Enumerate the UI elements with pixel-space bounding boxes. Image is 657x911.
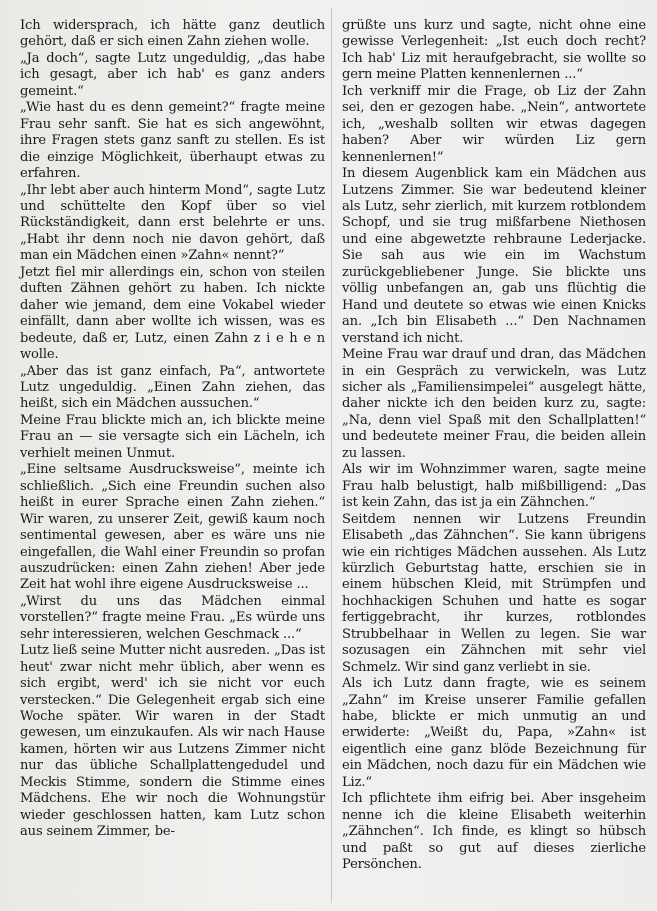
paragraph: Lutz ließ seine Mutter nicht ausreden. „Das ist heut' zwar nicht mehr üblich, aber wenn es sich ergibt, werd' ich sie nicht vor euch verstecken.“ Die Gelegenheit ergab sich eine Woche später. Wir waren in der Stadt gewesen, um einzukaufen. Als wir nach Hause kamen, hörten wir aus Lutzens Zimmer nicht nur das übliche Schallplattengedudel und Meckis Stimme, sondern die Stimme eines Mädchens. Ehe wir noch die Wohnungstür wieder geschlossen hatten, kam Lutz schon aus seinem Zimmer, be- bbox=[20, 643, 325, 840]
paragraph: grüßte uns kurz und sagte, nicht ohne eine gewisse Verlegenheit: „Ist euch doch recht? Ich hab' Liz mit heraufgebracht, sie wollte so gern meine Platten kennenlernen ...“ bbox=[342, 18, 646, 83]
paragraph: „Wirst du uns das Mädchen einmal vorstellen?“ fragte meine Frau. „Es würde uns sehr interessieren, welchen Geschmack ...“ bbox=[20, 593, 325, 642]
paragraph: „Eine seltsame Ausdrucksweise“, meinte ich schließlich. „Sich eine Freundin suchen also heißt in eurer Sprache einen Zahn ziehen.“ Wir waren, zu unserer Zeit, gewiß kaum noch sentimental gewesen, aber es wäre uns nie eingefallen, die Wahl einer Freundin so profan auszudrücken: einen Zahn ziehen! Aber jede Zeit hat wohl ihre eigene Ausdrucksweise ... bbox=[20, 462, 325, 593]
right-column bbox=[342, 18, 646, 874]
paragraph: In diesem Augenblick kam ein Mädchen aus Lutzens Zimmer. Sie war bedeutend kleiner als Lutz, sehr zierlich, mit kurzem rotblondem Schopf, und sie trug mißfarbene Niethosen und eine abgewetzte rehbraune Lederjacke. Sie sah aus wie ein im Wachstum zurückgebliebener Junge. Sie blickte uns völlig unbefangen an, gab uns flüchtig die Hand und deutete so etwas wie einen Knicks an. „Ich bin Elisabeth ...“ Den Nachnamen verstand ich nicht. bbox=[342, 166, 646, 346]
paragraph: „Ja doch“, sagte Lutz ungeduldig, „das habe ich gesagt, aber ich hab' es ganz anders gemeint.“ bbox=[20, 50, 325, 99]
paragraph: Meine Frau blickte mich an, ich blickte meine Frau an — sie versagte sich ein Lächeln, ich verhielt meinen Unmut. bbox=[20, 412, 325, 461]
paragraph: „Ihr lebt aber auch hinterm Mond“, sagte Lutz und schüttelte den Kopf über so viel Rückständigkeit, dann erst belehrte er uns. „Habt ihr denn noch nie davon gehört, daß man ein Mädchen einen »Zahn« nennt?“ bbox=[20, 182, 325, 264]
paragraph: „Wie hast du es denn gemeint?“ fragte meine Frau sehr sanft. Sie hat es sich angewöhnt, ihre Fragen stets ganz sanft zu stellen. Es ist die einzige Möglichkeit, überhaupt etwas zu erfahren. bbox=[20, 100, 325, 182]
column-divider bbox=[331, 8, 332, 903]
paragraph: Als wir im Wohnzimmer waren, sagte meine Frau halb belustigt, halb mißbilligend: „Das ist kein Zahn, das ist ja ein Zähnchen.“ bbox=[342, 462, 646, 511]
paragraph: „Aber das ist ganz einfach, Pa“, antwortete Lutz ungeduldig. „Einen Zahn ziehen, das heißt, sich ein Mädchen aussuchen.“ bbox=[20, 363, 325, 412]
paragraph: Seitdem nennen wir Lutzens Freundin Elisabeth „das Zähnchen“. Sie kann übrigens wie ein richtiges Mädchen aussehen. Als Lutz kürzlich Geburtstag hatte, erschien sie in einem hübschen Kleid, mit Strümpfen und hochhackigen Schuhen und hatte es sogar fertiggebracht, ihr kurzes, rotblondes Strubbelhaar in Wellen zu legen. Sie war sozusagen ein Zähnchen mit sehr viel Schmelz. Wir sind ganz verliebt in sie. bbox=[342, 511, 646, 675]
paragraph: Als ich Lutz dann fragte, wie es seinem „Zahn“ im Kreise unserer Familie gefallen habe, blickte er mich unmutig an und erwiderte: „Weißt du, Papa, »Zahn« ist eigentlich eine ganz blöde Bezeichnung für ein Mädchen, noch dazu für ein Mädchen wie Liz.“ bbox=[342, 676, 646, 790]
paragraph: Ich verkniff mir die Frage, ob Liz der Zahn sei, den er gezogen habe. „Nein“, antwortete ich, „weshalb sollten wir etwas dagegen haben? Aber wir würden Liz gern kennenlernen!“ bbox=[342, 83, 646, 165]
paragraph: Jetzt fiel mir allerdings ein, schon von steilen duften Zähnen gehört zu haben. Ich nickte daher wie jemand, dem eine Vokabel wieder einfällt, dann aber wollte ich wissen, was es bedeute, daß er, Lutz, einen Zahn z i e h e n wolle. bbox=[20, 264, 325, 363]
paragraph: Meine Frau war drauf und dran, das Mädchen in ein Gespräch zu verwickeln, was Lutz sicher als „Familiensimpelei“ ausgelegt hätte, daher nickte ich den beiden kurz zu, sagte: „Na, denn viel Spaß mit den Schallplatten!“ und bedeutete meiner Frau, die beiden allein zu lassen. bbox=[342, 347, 646, 461]
left-column bbox=[20, 18, 325, 841]
paragraph: Ich widersprach, ich hätte ganz deutlich gehört, daß er sich einen Zahn ziehen wolle. bbox=[20, 18, 325, 50]
paragraph: Ich pflichtete ihm eifrig bei. Aber insgeheim nenne ich die kleine Elisabeth weiterhin „Zähnchen“. Ich finde, es klingt so hübsch und paßt so gut auf dieses zierliche Persönchen. bbox=[342, 791, 646, 873]
